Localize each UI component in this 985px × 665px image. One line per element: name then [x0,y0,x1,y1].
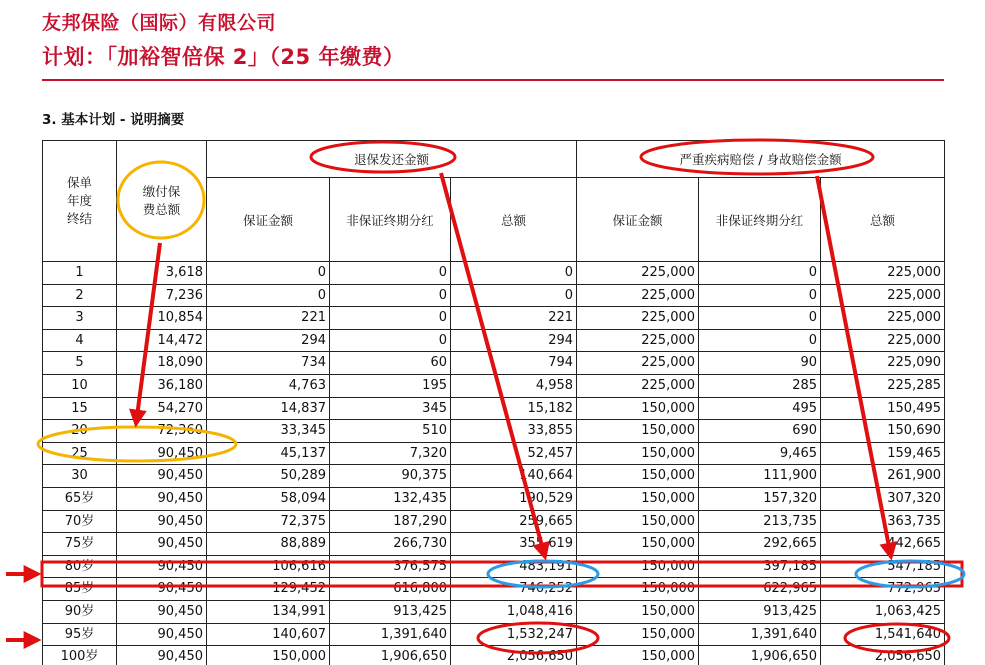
death-guaranteed-cell: 150,000 [577,397,699,420]
year-cell: 70岁 [43,510,117,533]
header-policy-year: 保单年度终结 [43,141,117,262]
surrender-bonus-cell: 0 [330,284,451,307]
surrender-total-cell: 190,529 [451,487,577,510]
table-row [43,262,945,285]
death-total-cell: 363,735 [821,510,945,533]
death-guaranteed-cell: 225,000 [577,284,699,307]
surrender-guaranteed-cell: 140,607 [207,623,330,646]
table-row [43,555,945,578]
death-bonus-cell: 0 [699,307,821,330]
header-total-premium: 缴付保费总额 [117,141,207,262]
header-surrender-value: 退保发还金额 [207,141,577,178]
surrender-bonus-cell: 60 [330,352,451,375]
surrender-bonus-cell: 1,391,640 [330,623,451,646]
header-death-total: 总额 [821,178,945,262]
surrender-total-cell: 15,182 [451,397,577,420]
death-guaranteed-cell: 225,000 [577,262,699,285]
surrender-total-cell: 33,855 [451,420,577,443]
year-cell: 2 [43,284,117,307]
death-bonus-cell: 213,735 [699,510,821,533]
death-bonus-cell: 1,906,650 [699,646,821,665]
death-total-cell: 225,285 [821,374,945,397]
surrender-total-cell: 0 [451,284,577,307]
death-total-cell: 159,465 [821,442,945,465]
premium-cell: 90,450 [117,578,207,601]
year-cell: 30 [43,465,117,488]
table-row [43,329,945,352]
table-row [43,646,945,665]
table-row [43,623,945,646]
death-guaranteed-cell: 150,000 [577,420,699,443]
death-bonus-cell: 111,900 [699,465,821,488]
death-bonus-cell: 0 [699,284,821,307]
death-bonus-cell: 495 [699,397,821,420]
year-cell: 100岁 [43,646,117,665]
table-row [43,578,945,601]
table-row [43,307,945,330]
surrender-bonus-cell: 187,290 [330,510,451,533]
table-body [43,262,945,665]
table-row [43,442,945,465]
surrender-bonus-cell: 0 [330,329,451,352]
premium-cell: 90,450 [117,510,207,533]
surrender-bonus-cell: 132,435 [330,487,451,510]
year-cell: 5 [43,352,117,375]
death-guaranteed-cell: 150,000 [577,487,699,510]
surrender-guaranteed-cell: 58,094 [207,487,330,510]
death-total-cell: 307,320 [821,487,945,510]
surrender-total-cell: 2,056,650 [451,646,577,665]
header-surrender-total: 总额 [451,178,577,262]
year-cell: 20 [43,420,117,443]
death-total-cell: 1,063,425 [821,600,945,623]
premium-cell: 18,090 [117,352,207,375]
death-total-cell: 772,965 [821,578,945,601]
surrender-guaranteed-cell: 221 [207,307,330,330]
surrender-total-cell: 746,252 [451,578,577,601]
header-death-benefit: 严重疾病赔偿 / 身故赔偿金额 [577,141,945,178]
surrender-bonus-cell: 266,730 [330,533,451,556]
premium-cell: 36,180 [117,374,207,397]
header-surrender-guaranteed: 保证金额 [207,178,330,262]
death-total-cell: 225,000 [821,284,945,307]
year-cell: 95岁 [43,623,117,646]
year-cell: 75岁 [43,533,117,556]
premium-cell: 90,450 [117,623,207,646]
death-bonus-cell: 0 [699,329,821,352]
surrender-guaranteed-cell: 33,345 [207,420,330,443]
death-guaranteed-cell: 225,000 [577,374,699,397]
surrender-total-cell: 140,664 [451,465,577,488]
death-bonus-cell: 397,185 [699,555,821,578]
surrender-total-cell: 0 [451,262,577,285]
premium-cell: 10,854 [117,307,207,330]
header-surrender-bonus: 非保证终期分红 [330,178,451,262]
surrender-total-cell: 1,532,247 [451,623,577,646]
year-cell: 65岁 [43,487,117,510]
table-row [43,374,945,397]
surrender-total-cell: 294 [451,329,577,352]
surrender-guaranteed-cell: 734 [207,352,330,375]
surrender-guaranteed-cell: 0 [207,284,330,307]
table-row [43,600,945,623]
death-total-cell: 150,690 [821,420,945,443]
table-row [43,420,945,443]
premium-cell: 90,450 [117,442,207,465]
death-bonus-cell: 1,391,640 [699,623,821,646]
surrender-guaranteed-cell: 134,991 [207,600,330,623]
death-guaranteed-cell: 150,000 [577,465,699,488]
surrender-guaranteed-cell: 150,000 [207,646,330,665]
surrender-total-cell: 1,048,416 [451,600,577,623]
surrender-guaranteed-cell: 50,289 [207,465,330,488]
death-guaranteed-cell: 150,000 [577,555,699,578]
surrender-guaranteed-cell: 129,452 [207,578,330,601]
premium-cell: 90,450 [117,646,207,665]
death-guaranteed-cell: 150,000 [577,578,699,601]
year-cell: 3 [43,307,117,330]
illustration-table [42,140,945,665]
year-cell: 80岁 [43,555,117,578]
death-bonus-cell: 913,425 [699,600,821,623]
death-total-cell: 442,665 [821,533,945,556]
surrender-bonus-cell: 195 [330,374,451,397]
surrender-guaranteed-cell: 45,137 [207,442,330,465]
death-bonus-cell: 292,665 [699,533,821,556]
year-cell: 25 [43,442,117,465]
death-total-cell: 225,000 [821,329,945,352]
premium-cell: 54,270 [117,397,207,420]
surrender-total-cell: 52,457 [451,442,577,465]
title-divider [42,79,944,81]
surrender-bonus-cell: 1,906,650 [330,646,451,665]
table-row [43,465,945,488]
surrender-bonus-cell: 90,375 [330,465,451,488]
surrender-total-cell: 4,958 [451,374,577,397]
year-cell: 90岁 [43,600,117,623]
year-cell: 10 [43,374,117,397]
header-death-bonus: 非保证终期分红 [699,178,821,262]
surrender-bonus-cell: 616,800 [330,578,451,601]
table-row [43,533,945,556]
death-total-cell: 1,541,640 [821,623,945,646]
table-row [43,284,945,307]
death-guaranteed-cell: 150,000 [577,533,699,556]
premium-cell: 14,472 [117,329,207,352]
premium-cell: 3,618 [117,262,207,285]
death-bonus-cell: 0 [699,262,821,285]
death-bonus-cell: 90 [699,352,821,375]
surrender-total-cell: 259,665 [451,510,577,533]
surrender-total-cell: 483,191 [451,555,577,578]
surrender-bonus-cell: 345 [330,397,451,420]
death-guaranteed-cell: 225,000 [577,352,699,375]
death-total-cell: 547,185 [821,555,945,578]
surrender-total-cell: 794 [451,352,577,375]
death-guaranteed-cell: 150,000 [577,646,699,665]
surrender-bonus-cell: 0 [330,307,451,330]
plan-title: 计划：「加裕智倍保 2」（25 年缴费） [42,45,405,69]
header-death-guaranteed: 保证金额 [577,178,699,262]
surrender-guaranteed-cell: 72,375 [207,510,330,533]
premium-cell: 90,450 [117,555,207,578]
table-row [43,510,945,533]
death-guaranteed-cell: 150,000 [577,442,699,465]
surrender-bonus-cell: 7,320 [330,442,451,465]
death-total-cell: 225,090 [821,352,945,375]
premium-cell: 72,360 [117,420,207,443]
surrender-total-cell: 221 [451,307,577,330]
death-total-cell: 2,056,650 [821,646,945,665]
premium-cell: 90,450 [117,487,207,510]
premium-cell: 90,450 [117,465,207,488]
table-row [43,397,945,420]
death-total-cell: 150,495 [821,397,945,420]
surrender-guaranteed-cell: 4,763 [207,374,330,397]
surrender-guaranteed-cell: 294 [207,329,330,352]
death-guaranteed-cell: 150,000 [577,510,699,533]
premium-cell: 90,450 [117,533,207,556]
surrender-bonus-cell: 376,575 [330,555,451,578]
death-total-cell: 225,000 [821,262,945,285]
surrender-bonus-cell: 510 [330,420,451,443]
company-name: 友邦保险（国际）有限公司 [42,12,277,34]
table-row [43,487,945,510]
year-cell: 15 [43,397,117,420]
surrender-guaranteed-cell: 88,889 [207,533,330,556]
surrender-bonus-cell: 913,425 [330,600,451,623]
year-cell: 85岁 [43,578,117,601]
premium-cell: 7,236 [117,284,207,307]
death-guaranteed-cell: 150,000 [577,623,699,646]
section-title: 3. 基本计划 - 说明摘要 [42,112,185,128]
year-cell: 1 [43,262,117,285]
death-guaranteed-cell: 225,000 [577,329,699,352]
death-bonus-cell: 285 [699,374,821,397]
death-guaranteed-cell: 225,000 [577,307,699,330]
death-bonus-cell: 622,965 [699,578,821,601]
year-cell: 4 [43,329,117,352]
premium-cell: 90,450 [117,600,207,623]
death-guaranteed-cell: 150,000 [577,600,699,623]
death-total-cell: 225,000 [821,307,945,330]
death-bonus-cell: 690 [699,420,821,443]
surrender-guaranteed-cell: 14,837 [207,397,330,420]
death-total-cell: 261,900 [821,465,945,488]
surrender-guaranteed-cell: 0 [207,262,330,285]
death-bonus-cell: 157,320 [699,487,821,510]
surrender-guaranteed-cell: 106,616 [207,555,330,578]
table-row [43,352,945,375]
surrender-bonus-cell: 0 [330,262,451,285]
surrender-total-cell: 355,619 [451,533,577,556]
death-bonus-cell: 9,465 [699,442,821,465]
